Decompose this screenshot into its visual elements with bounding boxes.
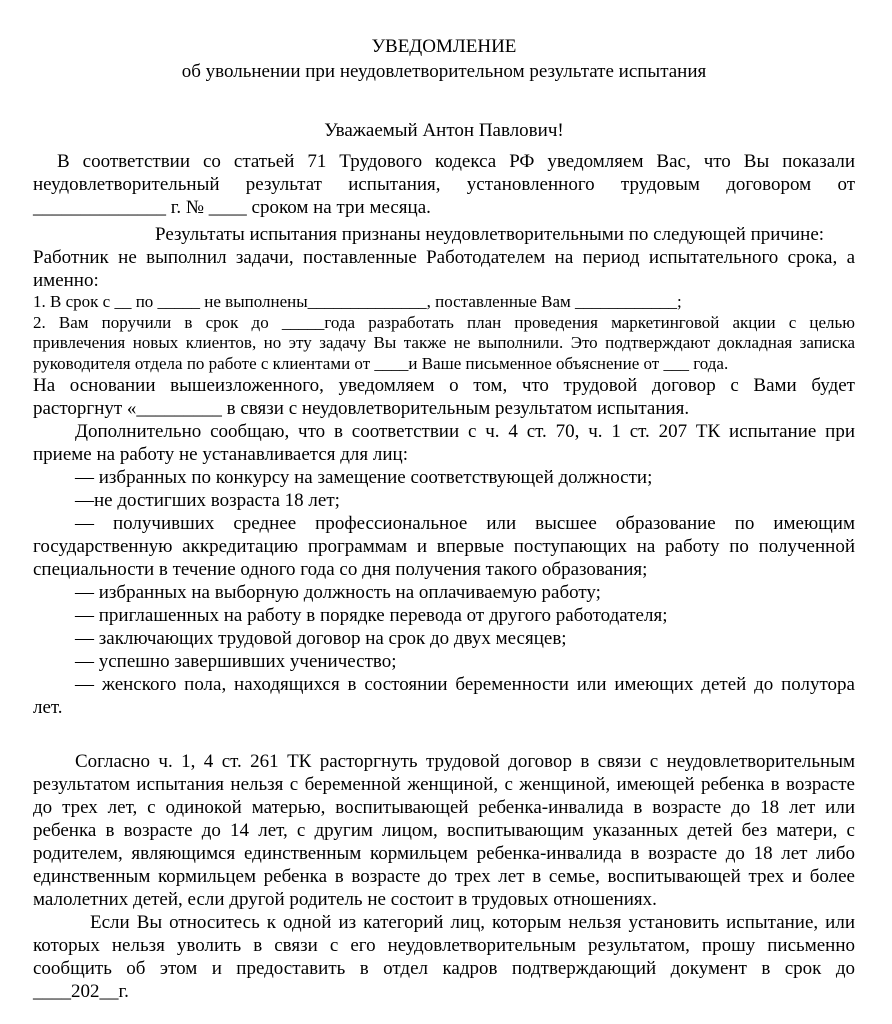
list-item: — успешно завершивших ученичество; [75,651,397,672]
text-line: привлечения новых клиентов, но эту задачу Вы также не выполнили. Это подтверждают докладная записка [33,333,855,352]
text-line: Если Вы относитесь к одной из категорий лиц, которым нельзя установить испытание, или [90,912,855,933]
list-item: — приглашенных на работу в порядке перевода от другого работодателя; [75,605,668,626]
document [33,0,855,1003]
text-line: приеме на работу не устанавливается для лиц: [33,444,408,465]
paragraph-request [33,911,855,1003]
text-line: Результаты испытания признаны неудовлетворительными по следующей причине: [155,224,825,245]
text-line: неудовлетворительный результат испытания, установленного трудовым договором от [33,174,855,195]
exemption-list [33,466,855,719]
list-item: — женского пола, находящихся в состоянии беременности или имеющих детей до полутора [75,674,855,695]
text-line: единственным кормильцем ребенка в возрасте до трех лет в семье, воспитывающей трех и более [33,866,855,887]
text-line: именно: [33,270,99,291]
list-item: —не достигших возраста 18 лет; [75,490,340,511]
text-line: В соответствии со статьей 71 Трудового кодекса РФ уведомляем Вас, что Вы показали [57,151,855,172]
text-line: Работник не выполнил задачи, поставленные Работодателем на период испытательного срока, а [33,247,855,268]
text-line: Согласно ч. 1, 4 ст. 261 ТК расторгнуть трудовой договор в связи с неудовлетворительным [75,751,855,772]
document-subtitle: об увольнении при неудовлетворительном результате испытания [181,61,707,82]
text-line: родителем, являющимся единственным кормильцем ребенка-инвалида в возрасте до 18 лет либо [33,843,855,864]
text-line: результатом испытания нельзя с беременной женщиной, с женщиной, имеющей ребенка в возрасте [33,774,855,795]
text-line: руководителя отдела по работе с клиентами от ____и Ваше письменное объяснение от ___ года. [33,353,729,373]
list-item: — получивших среднее профессиональное или высшее образование по имеющим [75,513,855,534]
text-line: которых нельзя уволить в связи с его неудовлетворительным результатом, прошу письменно [33,935,855,956]
text-line: сообщить об этом и предоставить в отдел кадров подтверждающий документ в срок до [33,958,855,979]
list-item: — избранных на выборную должность на оплачиваемую работу; [75,582,601,603]
reason-items [33,292,855,374]
list-item-continued: лет. [33,697,63,718]
list-item-continued: государственную аккредитацию программам и впервые поступающих на работу по полученной [33,536,855,557]
paragraph-exemptions [33,420,855,466]
text-line: Дополнительно сообщаю, что в соответствии с ч. 4 ст. 70, ч. 1 ст. 207 ТК испытание при [75,421,855,442]
reason-item-1: 1. В срок с __ по _____ не выполнены______________, поставленные Вам ____________; [33,292,682,311]
text-line: расторгнут «_________ в связи с неудовлетворительным результатом испытания. [33,398,690,419]
text-line: На основании вышеизложенного, уведомляем о том, что трудовой договор с Вами будет [33,375,855,396]
text-line: 2. Вам поручили в срок до _____года разработать план проведения маркетинговой акции с целью [33,312,855,332]
list-item: — избранных по конкурсу на замещение соответствующей должности; [75,467,653,488]
paragraph-termination [33,374,855,420]
text-line: ребенка в возрасте до 14 лет, с другим лицом, воспитывающим указанных детей без матери, с [33,820,855,841]
text-line: малолетних детей, если другой родитель не состоит в трудовых отношениях. [33,889,657,910]
list-item-continued: специальности в течение одного года со дня получения такого образования; [33,559,648,580]
text-line: ____202__г. [33,981,129,1002]
document-title: УВЕДОМЛЕНИЕ [371,36,517,57]
paragraph-reasons [33,223,855,292]
greeting: Уважаемый Антон Павлович! [324,120,564,141]
text-line: ______________ г. № ____ сроком на три месяца. [33,197,431,218]
text-line: до трех лет, с одинокой матерью, воспитывающей ребенка-инвалида в возрасте до 18 лет или [33,797,855,818]
paragraph-dismissal-restrictions [33,750,855,911]
list-item: — заключающих трудовой договор на срок до двух месяцев; [75,628,567,649]
paragraph-intro [33,150,855,219]
